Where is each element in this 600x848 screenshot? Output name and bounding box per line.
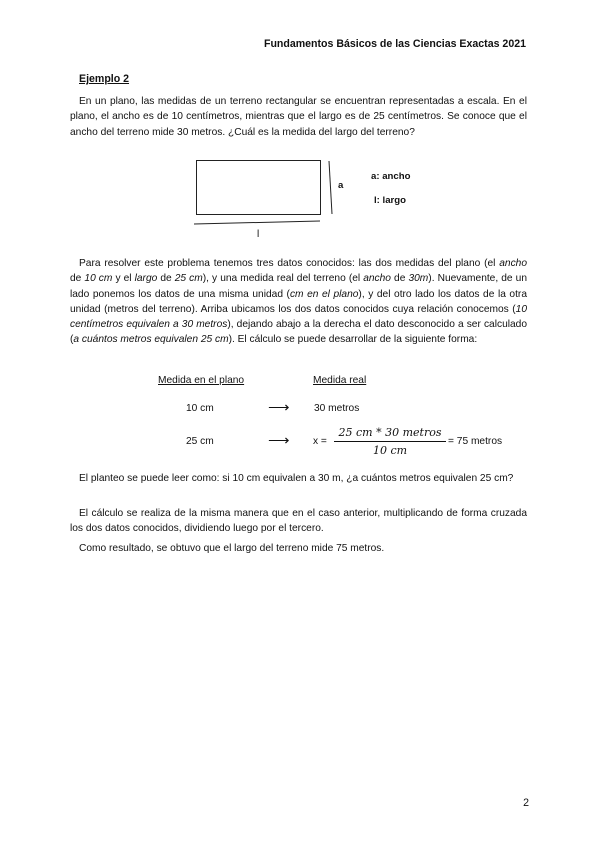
page-number: 2 [523, 797, 529, 809]
row2-arrow: ⟶ [268, 432, 290, 449]
result-paragraph [70, 541, 527, 556]
fraction-denominator: 10 cm [372, 444, 408, 457]
p5-text: Como resultado, se obtuvo que el largo del terreno mide 75 metros. [79, 543, 385, 554]
row1-real: 30 metros [314, 403, 360, 414]
p2-i6: 30m [408, 273, 429, 285]
problem-text: En un plano, las medidas de un terreno rectangular se encuentran representadas a escala. En el plano, el ancho es de 10 centímetros, mientras que el largo es de 25 centímetros. Se conoce que el ancho del terreno mide 30 metros. ¿Cuál es la medida del largo del terreno? [70, 96, 527, 138]
col-header-real: Medida real [313, 375, 367, 386]
bottom-label-l: l [257, 229, 260, 240]
p2-t5: ), y una medida real del terreno (el [202, 273, 364, 285]
p2-i5: ancho [363, 273, 391, 285]
p2-i1: ancho [499, 258, 527, 269]
result: = 75 metros [448, 436, 503, 447]
x-equals: x = [313, 436, 327, 447]
p2-t6: de [390, 273, 409, 285]
p2-t1: Para resolver este problema tenemos tres datos conocidos: las dos medidas del plano (el [79, 258, 500, 269]
p2-t3: y el [112, 273, 135, 285]
page-header-title: Fundamentos Básicos de las Ciencias Exactas 2021 [263, 38, 526, 50]
p4-text: El cálculo se realiza de la misma manera que en el caso anterior, multiplicando de forma cruzada los dos datos conocidos, dividiendo luego por el tercero. [70, 508, 527, 535]
row1-plano: 10 cm [186, 403, 214, 414]
p2-i9: a cuántos metros equivalen 25 cm [73, 334, 229, 346]
p2-i7: cm en el plano [289, 288, 359, 300]
p2-t9: ), dejando abajo a la derecha el dato desconocido a ser calculado ( [70, 319, 527, 346]
p2-t10: ). El cálculo se puede desarrollar de la siguiente forma: [228, 334, 478, 346]
p2-t8: ), y del otro lado los datos de la otra unidad (metros del terreno). Arriba ubicamos los dos datos conocidos cuya relación conocemos ( [70, 288, 527, 315]
p2-t2: de [70, 273, 85, 285]
reading-paragraph [70, 471, 527, 486]
fraction [334, 426, 446, 457]
example-heading: Ejemplo 2 [79, 73, 130, 85]
legend-ancho: a: ancho [371, 171, 411, 182]
p2-t7: ). Nuevamente, de un lado ponemos los datos de una misma unidad ( [70, 273, 527, 300]
side-label-a: a [338, 180, 344, 191]
p2-i4: 25 cm [174, 273, 203, 285]
p2-i8: 10 centímetros equivalen a 30 metros [70, 303, 527, 331]
fraction-numerator: 25 cm * 30 metros [334, 426, 446, 442]
length-dimension-line [194, 221, 320, 224]
p2-t4: de [157, 273, 175, 285]
row2-plano: 25 cm [186, 436, 214, 447]
p2-i2: 10 cm [84, 273, 113, 285]
p3-text: El planteo se puede leer como: si 10 cm equivalen a 30 m, ¿a cuántos metros equivalen 25 cm? [79, 473, 514, 484]
method-paragraph [70, 506, 527, 537]
legend-largo: l: largo [374, 195, 406, 206]
p2-i3: largo [134, 273, 158, 285]
width-dimension-line [329, 161, 332, 214]
col-header-plano: Medida en el plano [158, 375, 245, 386]
solution-paragraph [70, 256, 527, 348]
row1-arrow: ⟶ [268, 399, 290, 416]
